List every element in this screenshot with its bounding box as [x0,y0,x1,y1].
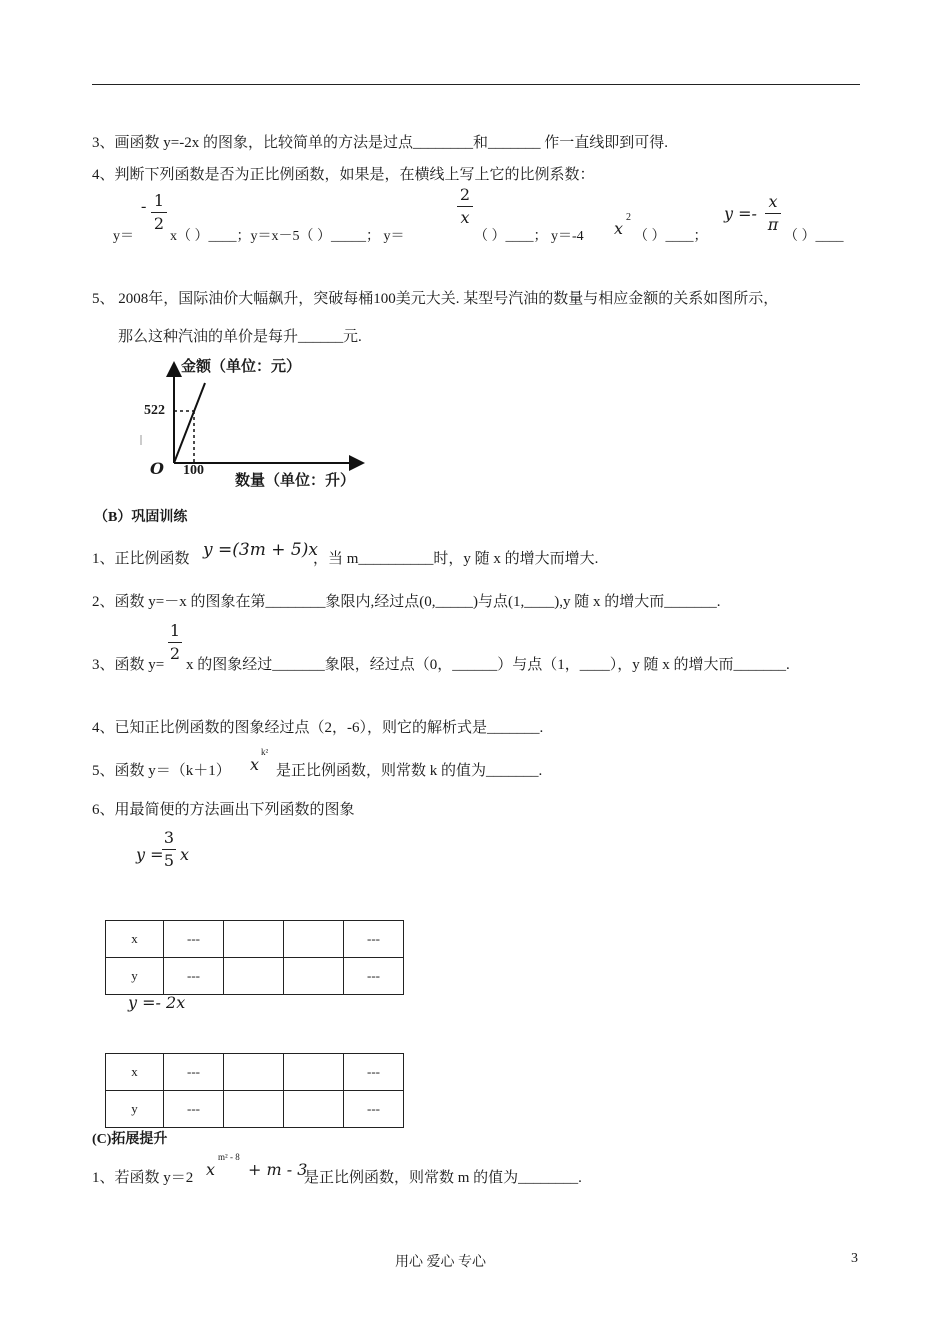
question-b1-prefix: 1、正比例函数 [92,551,190,567]
table-row [106,921,404,958]
formula-1-fraction: 3 5 [163,828,175,870]
graph-y-value: 522 [144,403,165,418]
header-rule [92,84,860,85]
question-c1-exponent: m² - 8 [218,1152,240,1162]
q4-x-squared: x [614,219,624,238]
table-cell: --- [344,1091,404,1128]
q4-items-part-1: x（ ）____；y＝x－5（ ）_____； y＝ [170,229,405,244]
table-cell: x [106,1054,164,1091]
footer-motto: 用心 爱心 专心 [395,1255,486,1270]
table-cell: y [106,958,164,995]
table-cell [284,1054,344,1091]
question-c1-prefix: 1、若函数 y＝2 [92,1170,194,1186]
question-b2: 2、函数 y=－x 的图象在第________象限内,经过点(0,_____)与点(1,____),y 随 x 的增大而_______. [92,594,721,610]
value-table-2 [105,1053,404,1128]
question-a3: 3、画函数 y=-2x 的图象，比较简单的方法是过点________和_______ 作一直线即到可得. [92,135,668,151]
question-b4: 4、已知正比例函数的图象经过点（2，-6），则它的解析式是_______. [92,720,544,736]
q4-items-part-3: （ ）____； [634,229,708,244]
q4-y-label: y＝ [113,229,134,244]
section-b-title: （B）巩固训练 [94,510,188,525]
formula-2: y =- 2x [128,993,186,1012]
q4-neg-sign: - [141,198,147,215]
table-cell [224,1054,284,1091]
question-b3-fraction: 1 2 [169,621,181,663]
table-cell: x [106,921,164,958]
table-cell: --- [164,1091,224,1128]
table-cell [284,958,344,995]
question-c1-terms: + m - 3 [248,1160,308,1179]
question-b1-formula: y =(3m + 5)x [203,540,318,560]
question-b6: 6、用最简便的方法画出下列函数的图象 [92,802,355,818]
table-cell [284,921,344,958]
table-cell: --- [164,921,224,958]
question-b5-x: x [250,755,260,774]
table-cell [284,1091,344,1128]
table-cell [224,1091,284,1128]
section-c-title: (C)拓展提升 [92,1132,168,1147]
q4-items-part-4: （ ）____ [784,229,844,244]
question-a5-line1: 5、 2008年，国际油价大幅飙升，突破每桶100美元大关. 某型号汽油的数量与相应金额的关系如图所示， [92,291,779,307]
question-a5-line2: 那么这种汽油的单价是每升______元. [118,329,362,345]
table-cell [224,958,284,995]
table-cell: --- [344,958,404,995]
question-c1-x: x [206,1160,216,1179]
question-a4: 4、判断下列函数是否为正比例函数，如果是，在横线上写上它的比例系数： [92,167,595,183]
question-b5-exponent: k² [261,747,269,757]
formula-1-x: x [180,845,190,864]
page-number: 3 [851,1251,858,1266]
graph-y-label: 金额（单位：元） [181,359,302,375]
question-b5-prefix: 5、函数 y＝（k＋1） [92,763,231,779]
table-cell: --- [164,1054,224,1091]
question-b3-suffix: x 的图象经过_______象限，经过点（0，______）与点（1，____），y 随 x 的增大而_______. [186,657,790,673]
formula-1-lhs: y = [136,845,164,864]
graph-x-value: 100 [183,463,204,478]
graph-x-label: 数量（单位：升） [235,473,356,489]
q4-fraction-1: 1 2 [151,192,167,233]
table-row [106,1054,404,1091]
question-c1-suffix: 是正比例函数，则常数 m 的值为________. [304,1170,582,1186]
question-b5-suffix: 是正比例函数，则常数 k 的值为_______. [276,763,543,779]
table-cell [224,921,284,958]
table-cell: --- [164,958,224,995]
q4-fraction-2: 2 x [457,186,473,227]
table-cell: --- [344,921,404,958]
table-row [106,958,404,995]
question-b3-prefix: 3、函数 y= [92,657,165,673]
table-cell: --- [344,1054,404,1091]
table-row [106,1091,404,1128]
q4-items-part-2: （ ）____； y＝-4 [474,229,584,244]
q4-y-neg: y =- [724,204,757,223]
graph-origin: O [150,459,164,478]
question-b1-suffix: ，当 m__________时，y 随 x 的增大而增大. [313,551,599,567]
value-table-1 [105,920,404,995]
table-cell: y [106,1091,164,1128]
q4-fraction-3: x π [765,193,781,234]
q4-exponent: 2 [626,212,631,223]
